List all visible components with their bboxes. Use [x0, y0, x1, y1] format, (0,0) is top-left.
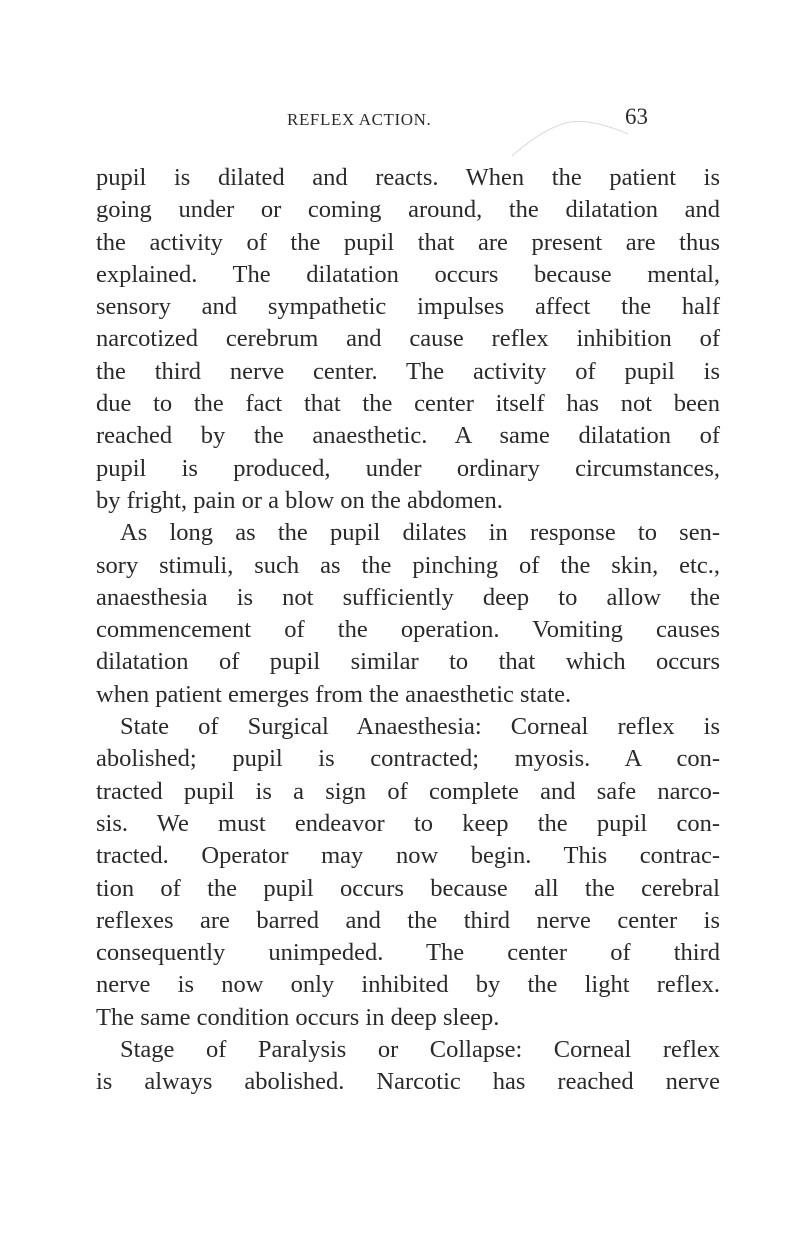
- text-line: pupil is produced, under ordinary circumstances,: [96, 454, 720, 482]
- text-line: explained. The dilatation occurs because mental,: [96, 260, 720, 288]
- running-head: [0, 86, 800, 129]
- text-line: is always abolished. Narcotic has reached nerve: [96, 1068, 720, 1096]
- text-line: anaesthesia is not sufficiently deep to allow the: [96, 583, 720, 611]
- body-text: [96, 162, 720, 1099]
- running-head-title: REFLEX ACTION.: [287, 110, 432, 129]
- text-line: reflexes are barred and the third nerve center is: [96, 906, 720, 934]
- text-line: tracted pupil is a sign of complete and safe narco-: [96, 777, 720, 805]
- text-line: sensory and sympathetic impulses affect the half: [96, 293, 720, 321]
- text-line: As long as the pupil dilates in response to sen-: [120, 519, 720, 547]
- text-line: The same condition occurs in deep sleep.: [96, 1003, 500, 1031]
- text-line: narcotized cerebrum and cause reflex inhibition of: [96, 325, 720, 353]
- text-line: sis. We must endeavor to keep the pupil con-: [96, 809, 720, 837]
- text-line: when patient emerges from the anaesthetic state.: [96, 680, 572, 708]
- text-line: reached by the anaesthetic. A same dilatation of: [96, 422, 720, 450]
- text-line: abolished; pupil is contracted; myosis. A con-: [96, 745, 720, 773]
- text-line: nerve is now only inhibited by the light reflex.: [96, 971, 720, 999]
- text-line: the activity of the pupil that are present are thus: [96, 228, 720, 256]
- page-number: 63: [625, 104, 648, 129]
- text-line: tracted. Operator may now begin. This contrac-: [96, 842, 720, 870]
- text-line: State of Surgical Anaesthesia: Corneal reflex is: [120, 713, 720, 741]
- text-line: consequently unimpeded. The center of third: [96, 939, 720, 967]
- text-line: sory stimuli, such as the pinching of the skin, etc.,: [96, 551, 720, 579]
- text-line: tion of the pupil occurs because all the cerebral: [96, 874, 720, 902]
- paper-scratch-mark: [510, 120, 630, 160]
- text-line: Stage of Paralysis or Collapse: Corneal reflex: [120, 1036, 720, 1064]
- text-line: pupil is dilated and reacts. When the patient is: [96, 164, 720, 191]
- text-line: due to the fact that the center itself has not been: [96, 390, 720, 418]
- text-line: going under or coming around, the dilatation and: [96, 196, 720, 224]
- text-line: the third nerve center. The activity of pupil is: [96, 357, 720, 385]
- text-line: dilatation of pupil similar to that which occurs: [96, 648, 720, 676]
- text-line: commencement of the operation. Vomiting causes: [96, 616, 720, 644]
- text-line: by fright, pain or a blow on the abdomen.: [96, 486, 503, 514]
